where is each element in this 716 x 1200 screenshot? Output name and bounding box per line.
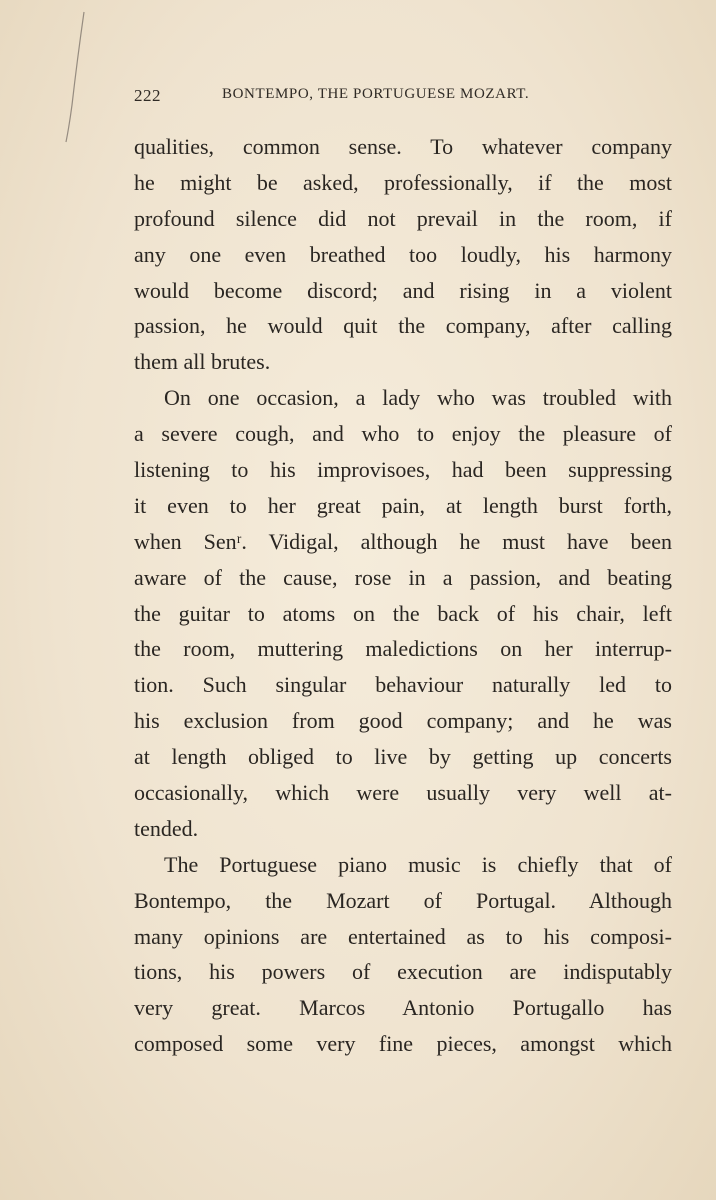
text-line: many opinions are entertained as to his composi- (134, 923, 672, 949)
text-line: his exclusion from good company; and he was (134, 708, 672, 734)
text-line: he might be asked, professionally, if the most (134, 169, 672, 195)
text-line: Bontempo, the Mozart of Portugal. Although (134, 887, 672, 913)
text-line: the guitar to atoms on the back of his chair, left (134, 600, 672, 626)
text-line: tions, his powers of execution are indisputably (134, 959, 672, 985)
text-line: tion. Such singular behaviour naturally led to (134, 672, 672, 698)
text-line: aware of the cause, rose in a passion, and beating (134, 564, 672, 590)
body-text (134, 129, 672, 1062)
text-line: very great. Marcos Antonio Portugallo has (134, 995, 672, 1021)
text-line: qualities, common sense. To whatever company (134, 134, 672, 159)
page-number: 222 (134, 86, 161, 105)
text-line: would become discord; and rising in a violent (134, 277, 672, 303)
text-line: composed some very fine pieces, amongst which (134, 1031, 672, 1057)
text-line: them all brutes. (134, 349, 271, 375)
text-line: at length obliged to live by getting up concerts (134, 744, 672, 770)
text-line: listening to his improvisoes, had been suppressing (134, 457, 672, 483)
running-title: BONTEMPO, THE PORTUGUESE MOZART. (222, 86, 530, 102)
text-line: passion, he would quit the company, after calling (134, 313, 672, 339)
text-line: any one even breathed too loudly, his harmony (134, 241, 672, 267)
text-line: a severe cough, and who to enjoy the pleasure of (134, 421, 672, 447)
running-head (134, 86, 584, 110)
text-line: tended. (134, 815, 199, 841)
text-line: occasionally, which were usually very well at- (134, 780, 672, 806)
margin-pencil-mark (58, 10, 88, 150)
text-line: The Portuguese piano music is chiefly that of (164, 851, 672, 877)
text-line: when Senʳ. Vidigal, although he must have been (134, 528, 672, 554)
text-line: profound silence did not prevail in the room, if (134, 205, 672, 231)
text-line: On one occasion, a lady who was troubled with (164, 385, 672, 411)
text-line: the room, muttering maledictions on her interrup- (134, 636, 672, 662)
text-line: it even to her great pain, at length burst forth, (134, 492, 672, 518)
